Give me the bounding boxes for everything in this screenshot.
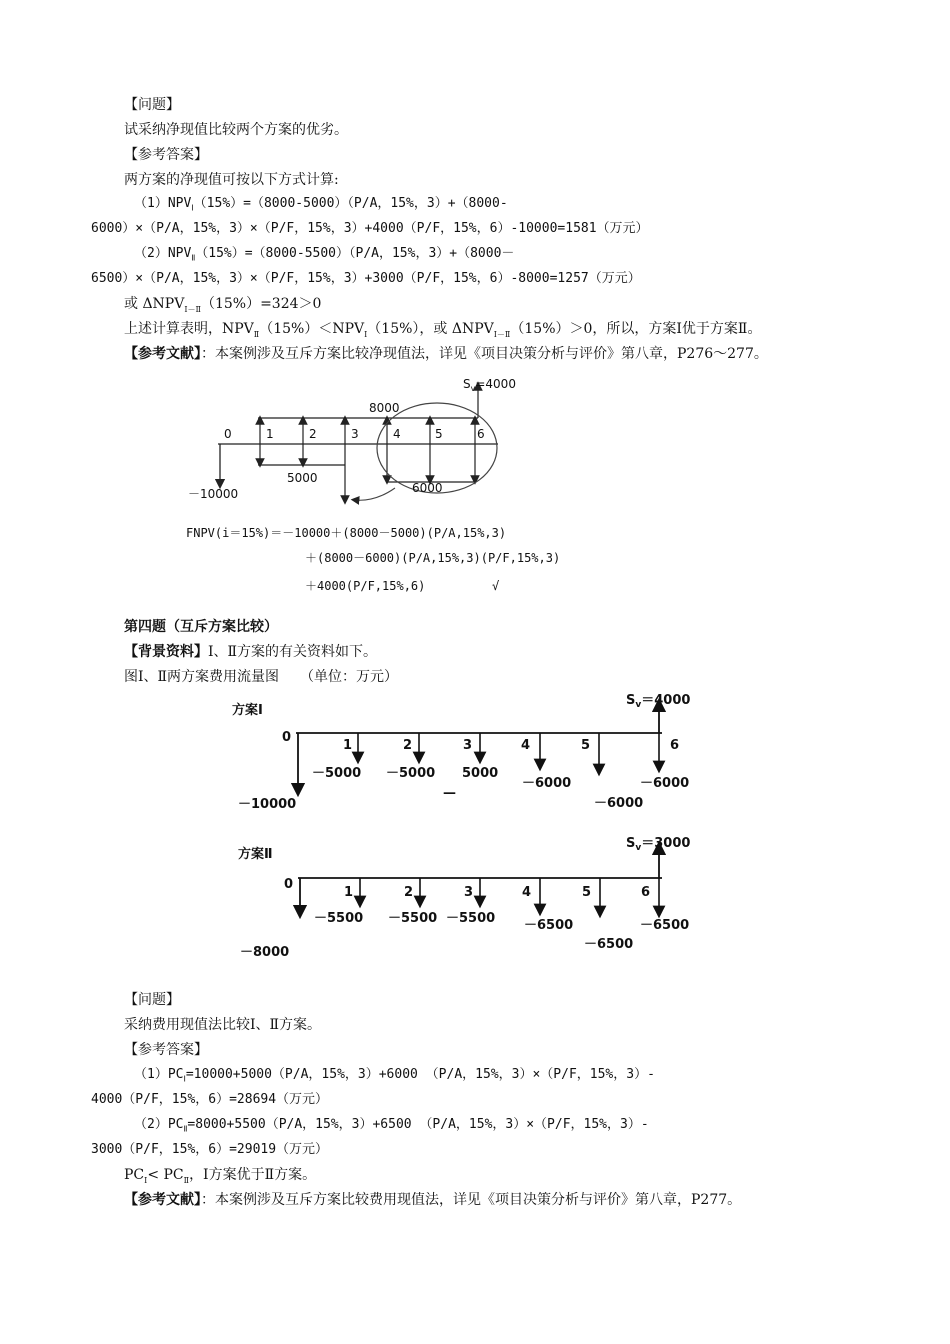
- salvage-label: $S_v=4000$: [463, 377, 516, 393]
- plan1-value-3: 5000: [462, 766, 499, 781]
- pc2-line1: $(2)PC_Ⅱ=8000+5500(P/A$，15%，3）+6500 （P/A，15%，3）×（P/F，15%，3）-: [134, 1117, 649, 1134]
- formula-line-2: ＋(8000－6000)(P/A,15%,3)(P/F,15%,3): [305, 551, 561, 565]
- formula-line-3: ＋4000(P/F,15%,6): [305, 579, 426, 593]
- grouping-circle: [377, 403, 497, 493]
- tick-2: 2: [309, 427, 317, 441]
- tick-6: 6: [477, 427, 485, 441]
- background-line: 【背景资料】Ⅰ、Ⅱ方案的有关资料如下。: [124, 644, 378, 660]
- outflow-6000-label: 6000: [412, 481, 443, 495]
- plan1-value-1: －5000: [312, 766, 362, 781]
- formula-line-1: FNPV(i＝15%)＝－10000＋(8000－5000)(P/A,15%,3): [186, 526, 507, 540]
- plan2-tick-4: 4: [522, 885, 532, 900]
- plan2-value-5: －6500: [584, 937, 634, 952]
- question2-heading: 【问题】: [124, 992, 180, 1008]
- plan1-tick-0: 0: [282, 730, 292, 745]
- plan1-mark: —: [443, 786, 456, 801]
- tick-1: 1: [266, 427, 274, 441]
- plan1-tick-1: 1: [343, 738, 353, 753]
- conclusion-line: 上述计算表明，$NPV_Ⅱ(15\%)<NPV_Ⅰ(15\%)$，或 $\Delta NPV_{Ⅰ-Ⅱ}(15\%)>0$，所以，方案Ⅰ优于方案Ⅱ。: [124, 321, 762, 339]
- answer-intro: 两方案的净现值可按以下方式计算:: [124, 172, 339, 188]
- pc2-line2: 3000（P/F，15%，6）=29019（万元）: [91, 1142, 329, 1157]
- tick-3: 3: [351, 427, 359, 441]
- plan1-tick-5: 5: [581, 738, 591, 753]
- question-heading: 【问题】: [124, 97, 180, 113]
- tick-0: 0: [224, 427, 232, 441]
- plan1-title: 方案Ⅰ: [232, 703, 263, 718]
- question2-text: 采纳费用现值法比较Ⅰ、Ⅱ方案。: [124, 1017, 322, 1033]
- delta-npv-line: 或 $\Delta NPV_{Ⅰ-Ⅱ}(15\%)=324>0$: [124, 296, 322, 314]
- figure-caption: 图Ⅰ、Ⅱ两方案费用流量图 （单位：万元）: [124, 669, 399, 685]
- plan2-tick-1: 1: [344, 885, 354, 900]
- tick-5: 5: [435, 427, 443, 441]
- pc1-line2: 4000（P/F，15%，6）=28694（万元）: [91, 1092, 329, 1107]
- plan2-value-1: －5500: [314, 911, 364, 926]
- plan1-value-2: －5000: [386, 766, 436, 781]
- npv2-line1: $(2)NPV_Ⅱ(15\%)=(8000-5500)(P/A$，15%，3）+（8000－: [134, 246, 515, 263]
- plan2-value-6: －6500: [640, 918, 690, 933]
- plan2-initial: －8000: [240, 945, 290, 960]
- answer-heading: 【参考答案】: [124, 147, 208, 163]
- answer2-heading: 【参考答案】: [124, 1042, 208, 1058]
- plan2-tick-3: 3: [464, 885, 474, 900]
- section-title: 第四题（互斥方案比较）: [124, 619, 278, 635]
- plan2-salvage: $S_v=3000$: [626, 836, 691, 853]
- plan2-tick-5: 5: [582, 885, 592, 900]
- outflow-5000-label: 5000: [287, 471, 318, 485]
- inflow-label: 8000: [369, 401, 400, 415]
- plan1-initial: －10000: [238, 797, 297, 812]
- plan1-value-5: －6000: [594, 796, 644, 811]
- check-mark: √: [492, 579, 500, 593]
- plan1-tick-2: 2: [403, 738, 413, 753]
- plan2-tick-6: 6: [641, 885, 651, 900]
- reference2-line: 【参考文献】：本案例涉及互斥方案比较费用现值法，详见《项目决策分析与评价》第八章，P277。: [124, 1192, 742, 1208]
- plan1-value-4: －6000: [522, 776, 572, 791]
- plan1-tick-3: 3: [463, 738, 473, 753]
- question-text: 试采纳净现值比较两个方案的优劣。: [124, 122, 348, 138]
- initial-value-label: －10000: [188, 487, 239, 501]
- plan2-value-3: －5500: [446, 911, 496, 926]
- plan1-value-6: －6000: [640, 776, 690, 791]
- plan1-salvage: $S_v=4000$: [626, 693, 691, 710]
- reference-line: 【参考文献】：本案例涉及互斥方案比较净现值法，详见《项目决策分析与评价》第八章，P276～277。: [124, 346, 768, 362]
- npv1-line2: 6000）×（P/A，15%，3）×（P/F，15%，3）+4000（P/F，15%，6）-10000=1581（万元）: [91, 221, 649, 236]
- tick-4: 4: [393, 427, 401, 441]
- plan1-tick-4: 4: [521, 738, 531, 753]
- pc-compare-line: $PC_Ⅰ< PC_Ⅱ$，Ⅰ方案优于Ⅱ方案。: [124, 1167, 317, 1185]
- plan2-title: 方案Ⅱ: [238, 847, 273, 862]
- plan2-value-4: －6500: [524, 918, 574, 933]
- npv1-line1: $(1)NPV_Ⅰ(15\%)=(8000-5000)(P/A$，15%，3）+（8000-: [134, 196, 508, 213]
- plan2-tick-0: 0: [284, 877, 294, 892]
- plan2-value-2: －5500: [388, 911, 438, 926]
- plan1-tick-6: 6: [670, 738, 680, 753]
- npv2-line2: 6500）×（P/A，15%，3）×（P/F，15%，3）+3000（P/F，15%，6）-8000=1257（万元）: [91, 271, 641, 286]
- pc1-line1: $(1)PC_Ⅰ=10000+5000(P/A$，15%，3）+6000 （P/A，15%，3）×（P/F，15%，3）-: [134, 1067, 655, 1084]
- plan2-tick-2: 2: [404, 885, 414, 900]
